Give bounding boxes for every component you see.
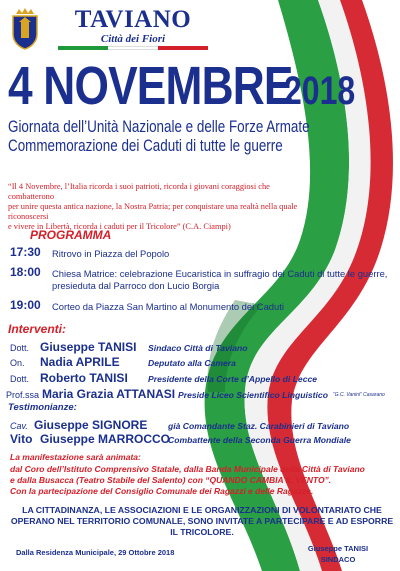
speaker-role: Sindaco Città di Taviano (148, 343, 248, 353)
manifestazione-line: dal Coro dell’Istituto Comprensivo Statale, dalla Banda Municipale della Città di Taviano (10, 464, 365, 474)
speaker-title: Dott. (10, 374, 30, 384)
witness-role: già Comandante Staz. Carabinieri di Taviano (168, 421, 350, 431)
ciampi-quote (8, 182, 308, 232)
flag-stripe (58, 46, 208, 50)
invitation-text: LA CITTADINANZA, LE ASSOCIAZIONI E LE ORGANIZZAZIONI DI VOLONTARIATO CHE OPERANO NEL TERRITORIO COMUNALE, SONO INVITATE A PARTECIPARE E AD ESPORRE IL TRICOLORE. (10, 505, 394, 537)
town-subtitle: Città dei Fiori (100, 33, 166, 45)
footer-date: Dalla Residenza Municipale, 29 Ottobre 2018 (16, 548, 175, 557)
speaker-role: Presidente della Corte d’Appello di Lecce (148, 374, 318, 384)
town-name: TAVIANO (74, 6, 192, 33)
speaker-name: Giuseppe TANISI (40, 340, 137, 354)
program-text: Chiesa Matrice: celebrazione Eucaristica in suffragio dei Caduti di tutte le guerre, (52, 268, 388, 279)
testimonianze-heading: Testimonianze: (8, 402, 77, 413)
footer-signature-role: SINDACO (320, 555, 356, 564)
event-subtitle: Giornata dell’Unità Nazionale e delle Forze Armate (8, 117, 310, 136)
speaker-note: “G.C. Vanini” Casarano (333, 392, 385, 398)
speaker-name: Maria Grazia ATTANASI (42, 387, 176, 401)
speaker-name: Nadia APRILE (40, 355, 120, 369)
witness-name: Giuseppe SIGNORE (34, 418, 148, 432)
program-time: 17:30 (10, 245, 41, 259)
speaker-role: Preside Liceo Scientifico Linguistico (178, 390, 328, 400)
speaker-title: On. (10, 358, 25, 368)
speaker-role: Deputato alla Camera (148, 358, 236, 368)
manifestazione-line: e dalla Busacca (Teatro Stabile del Salento) con “QUANDO CAMBIA IL VENTO”. (10, 475, 332, 485)
event-title-day: 4 NOVEMBRE (8, 56, 293, 116)
program-time: 18:00 (10, 265, 41, 279)
program-time: 19:00 (10, 298, 41, 312)
quote-line: “Il 4 Novembre, l’Italia ricorda i suoi patrioti, ricorda i giovani coraggiosi che combatterono (8, 182, 270, 201)
manifestazione-heading: La manifestazione sarà animata: (10, 452, 141, 462)
quote-line: per unire questa antica nazione, la Nostra Patria; per conquistare una realtà nella quale riconoscersi (8, 202, 298, 221)
speaker-title: Dott. (10, 343, 30, 353)
town-crest-icon (10, 8, 40, 50)
witness-role: Combattente della Seconda Guerra Mondiale (168, 435, 351, 445)
program-text: Corteo da Piazza San Martino al Monumento dei Caduti (52, 301, 284, 312)
witness-name: Giuseppe MARROCCO (40, 432, 171, 446)
manifestazione-line: Con la partecipazione del Consiglio Comunale dei Ragazzi e delle Ragazze. (10, 486, 314, 496)
event-title-year: 2018 (284, 69, 356, 113)
event-subtitle: Commemorazione dei Caduti di tutte le guerre (8, 136, 283, 155)
program-text-cont: presieduta dal Parroco don Lucio Borgia (52, 280, 220, 291)
witness-title: Cav. (10, 421, 28, 431)
speaker-title: Prof.ssa (6, 390, 40, 400)
program-text: Ritrovo in Piazza del Popolo (52, 248, 170, 259)
footer-signature: Giuseppe TANISI (307, 544, 369, 553)
quote-line: e vivere in Libertà, ricorda i caduti per il Tricolore” (C.A. Ciampi) (8, 222, 231, 231)
witness-title: Vito (10, 432, 33, 446)
speaker-name: Roberto TANISI (40, 371, 128, 385)
interventi-heading: Interventi: (8, 322, 67, 336)
programma-heading: PROGRAMMA (30, 228, 112, 242)
